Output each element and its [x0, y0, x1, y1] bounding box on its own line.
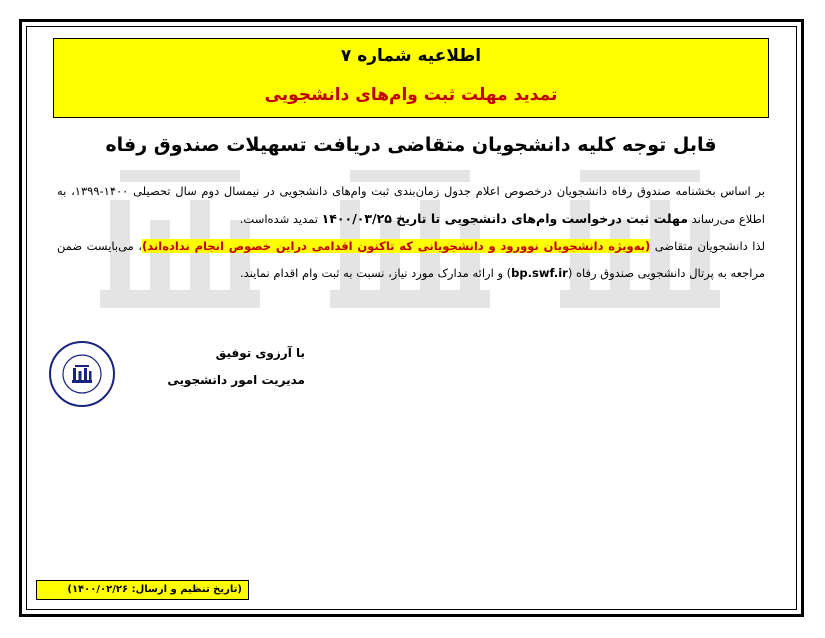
paragraph-1-text: بر اساس بخشنامه صندوق رفاه دانشجویان درخصوص اعلام جدول زمان‌بندی ثبت وام‌های دانشجویی در نیمسال دوم سال تحصیلی ۱۴۰۰-۱۳۹۹، به اطلاع می‌رساند	[57, 184, 765, 226]
paragraph-1-end: تمدید شده‌است.	[239, 212, 322, 226]
official-seal	[48, 340, 116, 408]
seal-emblem-icon	[72, 365, 92, 383]
paragraph-2-middle: ، می‌بایست ضمن مراجعه به پرتال دانشجویی صندوق رفاه (	[57, 239, 765, 280]
signature-block	[155, 340, 305, 394]
paragraph-2-end: ) و ارائه مدارک مورد نیاز، نسبت به ثبت وام اقدام نمایند.	[239, 266, 512, 280]
signature-office: مدیریت امور دانشجویی	[167, 373, 305, 387]
highlighted-note: (به‌ویژه دانشجویان نوورود و دانشجویانی که تاکنون اقدامی دراین خصوص انجام نداده‌اند)	[142, 239, 651, 253]
announcement-title: تمدید مهلت ثبت وام‌های دانشجویی	[264, 85, 558, 105]
announcement-body	[57, 178, 765, 287]
portal-link[interactable]: bp.swf.ir	[511, 266, 568, 280]
issue-date-note: (تاریخ تنظیم و ارسال: ۱۴۰۰/۰۲/۲۶)	[36, 580, 249, 600]
paragraph-2-text: لذا دانشجویان متقاضی	[650, 239, 765, 253]
paragraph-2	[57, 233, 765, 287]
paragraph-1	[57, 178, 765, 233]
announcement-header	[53, 38, 769, 118]
signature-greeting: با آرزوی توفیق	[215, 346, 305, 360]
page-headline: قابل توجه کلیه دانشجویان متقاضی دریافت تسهیلات صندوق رفاه	[105, 134, 717, 156]
deadline-emphasis: مهلت ثبت درخواست وام‌های دانشجویی تا تاریخ ۱۴۰۰/۰۳/۲۵	[321, 211, 688, 226]
announcement-number: اطلاعیه شماره ۷	[340, 46, 482, 66]
